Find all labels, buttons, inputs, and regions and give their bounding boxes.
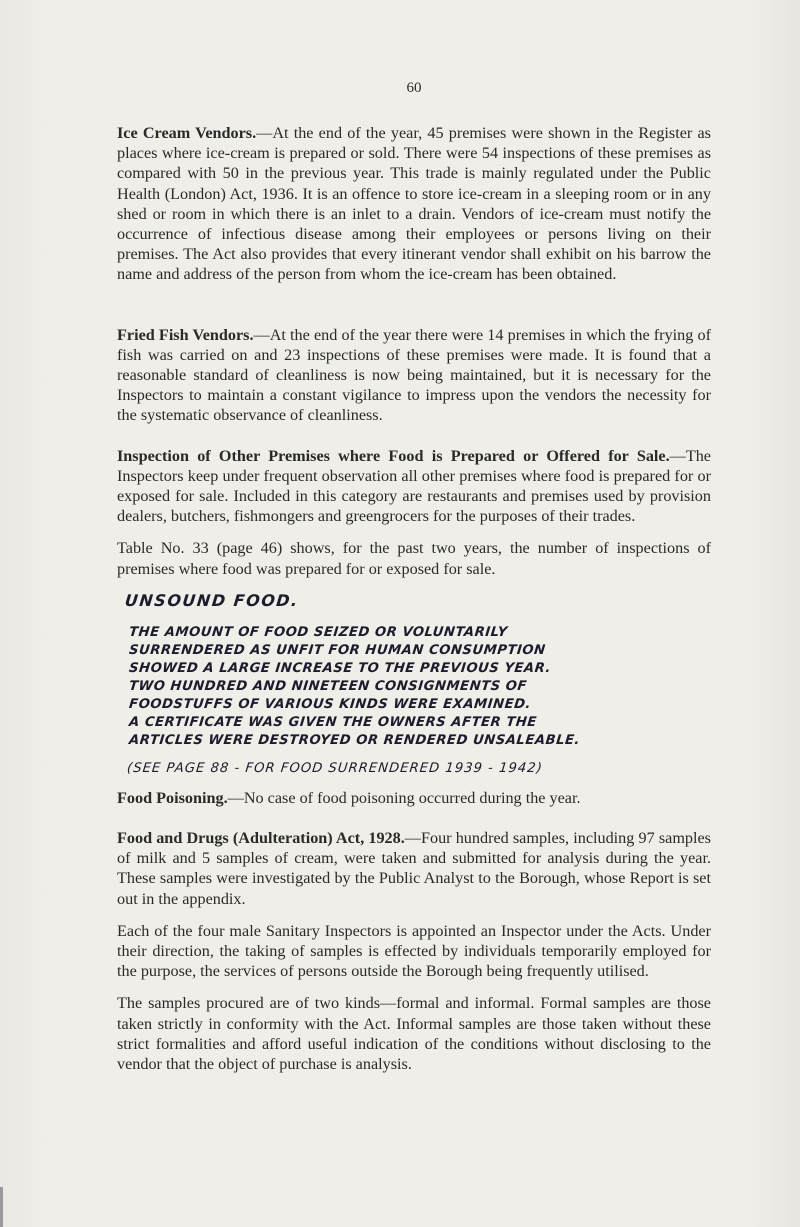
ice-cream-body: —At the end of the year, 45 premises were shown in the Register as places where ice-cream is prepared or sold. There were 54 inspections of these premises as compared with 50 in the previous year. This trade is mainly regulated under the Public Health (London) Act, 1936. It is an offence to store ice-cream in a sleeping room or in any shed or room in which there is an inlet to a drain. Vendors of ice-cream must notify the occurrence of infectious disease among their employees or persons living on their premises. The Act also provides that every itinerant vendor shall exhibit on his barrow the name and address of the person from whom the ice-cream has been obtained.: [117, 124, 711, 284]
handwritten-line: THE AMOUNT OF FOOD SEIZED OR VOLUNTARILY: [128, 624, 509, 640]
samples-paragraph: The samples procured are of two kinds—formal and informal. Formal samples are those taken strictly in conformity with the Act. Informal samples are those taken without these strict formalities and afford useful indication of the conditions without disclosing to the vendor that the object of purchase is analysis.: [117, 994, 711, 1074]
inspectors-paragraph: Each of the four male Sanitary Inspectors is appointed an Inspector under the Acts. Under their direction, the taking of samples is effected by individuals temporarily employed for the purpose, the services of persons outside the Borough being frequently utilised.: [117, 921, 711, 981]
fried-fish-body: —At the end of the year there were 14 premises in which the frying of fish was carried on and 23 inspections of these premises were made. It is found that a reasonable standard of cleanliness is now being maintained, but it is necessary for the Inspectors to maintain a constant vigilance to impress upon the vendors the necessity for the systematic observance of cleanliness.: [117, 325, 712, 425]
food-poisoning-heading: Food Poisoning.: [117, 788, 228, 807]
ice-cream-paragraph: [117, 123, 711, 285]
handwritten-line: SHOWED A LARGE INCREASE TO THE PREVIOUS YEAR.: [128, 660, 552, 676]
handwritten-title: UNSOUND FOOD.: [124, 590, 300, 610]
handwritten-note: (SEE PAGE 88 - FOR FOOD SURRENDERED 1939 - 1942): [126, 760, 544, 776]
other-premises-heading: Inspection of Other Premises where Food is Prepared or Offered for Sale.: [117, 446, 670, 465]
fried-fish-paragraph: [117, 325, 711, 426]
page-number: 60: [406, 80, 422, 96]
handwritten-line: FOODSTUFFS OF VARIOUS KINDS WERE EXAMINED.: [128, 696, 532, 712]
other-premises-paragraph: [117, 446, 711, 527]
food-poisoning-body: —No case of food poisoning occurred during the year.: [227, 788, 581, 807]
page-content: [117, 80, 711, 1074]
food-drugs-body: —Four hundred samples, including 97 samples of milk and 5 samples of cream, were taken and submitted for analysis during the year. These samples were investigated by the Public Analyst to the Borough, whose Report is set out in the appendix.: [117, 829, 711, 908]
fried-fish-heading: Fried Fish Vendors.: [117, 325, 254, 344]
handwritten-line: SURRENDERED AS UNFIT FOR HUMAN CONSUMPTION: [128, 642, 547, 658]
food-drugs-heading: Food and Drugs (Adulteration) Act, 1928.: [117, 829, 405, 848]
handwritten-insert: [117, 591, 711, 778]
food-poisoning-paragraph: [117, 788, 711, 808]
handwritten-line: ARTICLES WERE DESTROYED OR RENDERED UNSALEABLE.: [128, 732, 581, 748]
other-premises-body: —The Inspectors keep under frequent observation all other premises where food is prepared for or exposed for sale. Included in this category are restaurants and premises used by provision dealers, butchers, fishmongers and greengrocers for the purposes of their trades.: [117, 446, 711, 526]
table-note-paragraph: Table No. 33 (page 46) shows, for the past two years, the number of inspections of premises where food was prepared for or exposed for sale.: [117, 539, 711, 578]
ice-cream-heading: Ice Cream Vendors.: [117, 124, 257, 142]
page-edge-mark: [0, 1187, 3, 1227]
food-drugs-paragraph: [117, 828, 711, 909]
handwritten-line: TWO HUNDRED AND NINETEEN CONSIGNMENTS OF: [128, 678, 528, 694]
handwritten-line: A CERTIFICATE WAS GIVEN THE OWNERS AFTER THE: [128, 714, 538, 730]
